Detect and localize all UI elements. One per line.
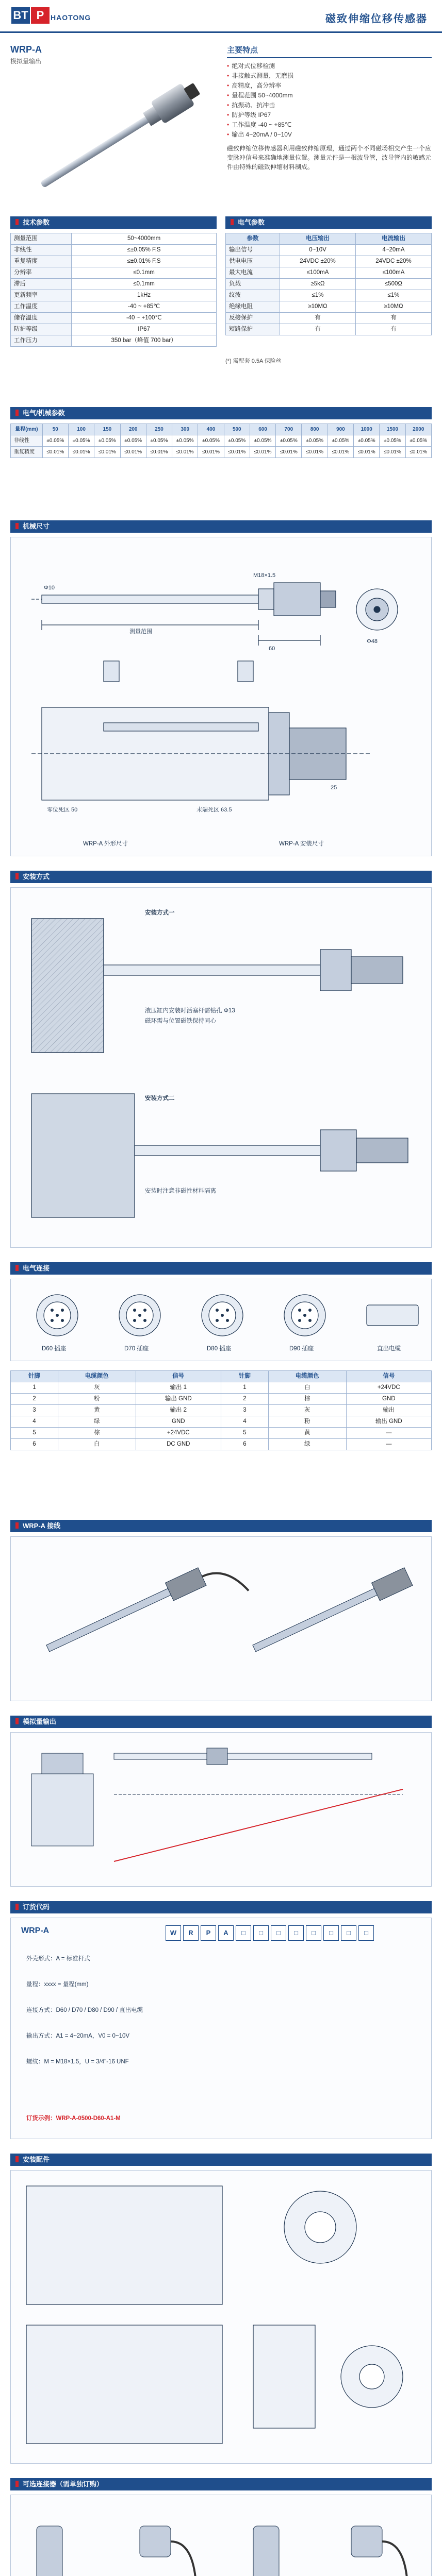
order-code-box: □	[236, 1925, 251, 1941]
table-cell: 灰	[58, 1382, 136, 1394]
table-header: 700	[276, 424, 302, 435]
install-note: 液压缸内安装时活塞杆需钻孔 Φ13	[145, 1008, 235, 1014]
table-cell: 分辨率	[11, 267, 72, 279]
table-cell: ≥10MΩ	[280, 301, 355, 313]
table-cell: ±0.05%	[302, 435, 328, 447]
section-order: 订货代码	[10, 1901, 432, 1913]
feature-item: • 输出 4~20mA / 0~10V	[227, 130, 432, 140]
order-code-box: □	[341, 1925, 356, 1941]
features-block	[227, 44, 432, 172]
table-row	[226, 279, 432, 290]
order-code-box: R	[183, 1925, 199, 1941]
feature-item: • 量程范围 50~4000mm	[227, 91, 432, 100]
connector-label: 直出电缆	[377, 1346, 401, 1352]
table-header: 300	[172, 424, 198, 435]
order-code-box: □	[306, 1925, 321, 1941]
table-cell: 1	[221, 1382, 268, 1394]
feature-item: • 抗振动、抗冲击	[227, 100, 432, 110]
table-cell: +24VDC	[346, 1382, 431, 1394]
table-cell: 最大电流	[226, 267, 280, 279]
table-cell: 50~4000mm	[72, 233, 217, 245]
table-cell: 储存温度	[11, 313, 72, 324]
table-row	[226, 245, 432, 256]
table-cell: ±0.05%	[120, 435, 146, 447]
table-cell: 4	[221, 1416, 268, 1428]
dimension-drawing	[10, 537, 432, 856]
section-install: 安装方式	[10, 871, 432, 883]
table-cell: ≤0.01%	[380, 447, 405, 458]
table-cell: 350 bar（峰值 700 bar）	[72, 335, 217, 347]
table-cell: ≤1%	[280, 290, 355, 301]
table-header: 量程(mm)	[11, 424, 43, 435]
table-row	[11, 447, 432, 458]
table-header: 500	[224, 424, 250, 435]
elec-header: 电流输出	[355, 233, 431, 245]
order-item: 量程：xxxx = 量程(mm)	[26, 1981, 89, 1988]
features-list	[227, 61, 432, 140]
table-cell: ±0.05%	[198, 435, 224, 447]
table-row	[11, 1394, 432, 1405]
table-cell: 棕	[268, 1394, 346, 1405]
logo-brand: HAOTONG	[51, 13, 91, 22]
table-cell: —	[346, 1439, 431, 1450]
table-cell: 1kHz	[72, 290, 217, 301]
table-cell: ≤100mA	[355, 267, 431, 279]
document-title: 磁致伸缩位移传感器	[325, 13, 428, 25]
table-row	[11, 245, 217, 256]
table-cell: ≤500Ω	[355, 279, 431, 290]
table-cell: ±0.05%	[224, 435, 250, 447]
table-cell: 1	[11, 1382, 58, 1394]
table-header: 信号	[346, 1371, 431, 1382]
table-cell: 有	[355, 324, 431, 335]
table-header: 900	[328, 424, 353, 435]
dim-rod: Φ10	[44, 585, 55, 591]
product-description: 磁致伸缩位移传感器利用磁致伸缩原理，通过两个不同磁场相交产生一个应变脉冲信号来准确地测量位置。测量元件是一根波导管，波导管内的敏感元件由特殊的磁致伸缩材料制成。	[227, 145, 432, 171]
table-cell: ≤0.01%	[354, 447, 380, 458]
feature-item: • 工作温度 -40 ~ +85℃	[227, 120, 432, 130]
table-cell: DC GND	[136, 1439, 221, 1450]
analog-panel	[10, 1732, 432, 1887]
table-row	[11, 267, 217, 279]
electrical-table	[225, 233, 432, 335]
table-cell: ±0.05%	[146, 435, 172, 447]
install-svg	[11, 888, 431, 1247]
accessory-drawing	[10, 2170, 432, 2464]
table-header: 电缆颜色	[268, 1371, 346, 1382]
table-cell: 4	[11, 1416, 58, 1428]
table-cell: ≤0.01%	[146, 447, 172, 458]
table-cell: 更新频率	[11, 290, 72, 301]
table-header: 针脚	[221, 1371, 268, 1382]
table-cell: ≤0.01%	[224, 447, 250, 458]
connector-acc-svg	[11, 2495, 431, 2576]
table-cell: ≤0.01%	[68, 447, 94, 458]
table-cell: 有	[280, 313, 355, 324]
table-row	[226, 256, 432, 267]
table-cell: 纹波	[226, 290, 280, 301]
table-cell: 绝缘电阻	[226, 301, 280, 313]
product-subtitle: 模拟量输出	[10, 58, 42, 65]
wrp-a-svg	[11, 1537, 431, 1701]
table-row	[11, 1405, 432, 1416]
table-cell: ±0.05%	[68, 435, 94, 447]
table-header: 针脚	[11, 1371, 58, 1382]
table-cell: +24VDC	[136, 1428, 221, 1439]
table-cell: 非线性	[11, 245, 72, 256]
table-cell: ≤±0.05% F.S	[72, 245, 217, 256]
table-cell: ≤100mA	[280, 267, 355, 279]
table-cell: ≤0.01%	[198, 447, 224, 458]
table-cell: 4~20mA	[355, 245, 431, 256]
table-row	[11, 1382, 432, 1394]
table-header: 100	[68, 424, 94, 435]
install-title-a: 安装方式一	[145, 910, 175, 916]
table-header: 50	[42, 424, 68, 435]
table-cell: 有	[355, 313, 431, 324]
table-cell: 3	[11, 1405, 58, 1416]
company-logo	[11, 6, 91, 26]
table-cell: ±0.05%	[380, 435, 405, 447]
accessory-svg	[11, 2171, 431, 2463]
table-cell: 输出 GND	[136, 1394, 221, 1405]
table-cell: ≤0.01%	[172, 447, 198, 458]
table-cell: GND	[136, 1416, 221, 1428]
section-tech: 技术参数	[10, 216, 217, 229]
order-code-box: W	[166, 1925, 181, 1941]
table-row	[11, 290, 217, 301]
table-row	[226, 313, 432, 324]
dim-thread: M18×1.5	[253, 572, 276, 579]
order-code-box: □	[358, 1925, 374, 1941]
table-cell: ±0.05%	[276, 435, 302, 447]
table-row	[11, 1428, 432, 1439]
order-item: 螺纹：M = M18×1.5，U = 3/4"-16 UNF	[26, 2059, 129, 2065]
table-cell: ≤0.01%	[302, 447, 328, 458]
dim-head: 60	[269, 646, 275, 652]
order-code-box: A	[218, 1925, 234, 1941]
section-electrical: 电气参数	[225, 216, 432, 229]
table-cell: 粉	[268, 1416, 346, 1428]
table-cell: ±0.05%	[405, 435, 431, 447]
dimension-caption-a: WRP-A 外形尺寸	[83, 841, 128, 847]
connector-row	[10, 1279, 432, 1361]
dim-dead: 末端死区 63.5	[197, 807, 232, 813]
section-wrp-a: WRP-A 接线	[10, 1520, 432, 1532]
table-header: 信号	[136, 1371, 221, 1382]
features-title: 主要特点	[227, 44, 432, 58]
table-cell: 输出 2	[136, 1405, 221, 1416]
elec-header: 电压输出	[280, 233, 355, 245]
order-model: WRP-A	[21, 1926, 50, 1935]
table-cell: 6	[221, 1439, 268, 1450]
order-panel	[10, 1918, 432, 2139]
table-header: 1500	[380, 424, 405, 435]
install-note: 磁环需与位置磁铁保持同心	[145, 1018, 216, 1024]
table-cell: 负载	[226, 279, 280, 290]
dim-null: 零位死区 50	[47, 807, 78, 813]
table-cell: ≤1%	[355, 290, 431, 301]
table-row	[11, 256, 217, 267]
table-cell: 3	[221, 1405, 268, 1416]
table-cell: ≤0.1mm	[72, 267, 217, 279]
table-header: 电缆颜色	[58, 1371, 136, 1382]
table-row	[11, 301, 217, 313]
table-cell: ≤0.1mm	[72, 279, 217, 290]
table-cell: 输出 GND	[346, 1416, 431, 1428]
section-dimension: 机械尺寸	[10, 520, 432, 533]
order-code-box: □	[288, 1925, 304, 1941]
table-row	[11, 279, 217, 290]
feature-item: • 高精度，高分辨率	[227, 81, 432, 91]
table-cell: 白	[58, 1439, 136, 1450]
feature-item: • 绝对式位移检测	[227, 61, 432, 71]
table-cell: 输出 1	[136, 1382, 221, 1394]
table-cell: GND	[346, 1394, 431, 1405]
table-row	[11, 313, 217, 324]
connector-accessories	[10, 2495, 432, 2576]
table-row	[226, 290, 432, 301]
elec-header: 参数	[226, 233, 280, 245]
table-cell: —	[346, 1428, 431, 1439]
feature-item: • 非接触式测量，无磨损	[227, 71, 432, 81]
table-header: 1000	[354, 424, 380, 435]
dim-range: 测量范围	[129, 629, 152, 635]
table-cell: ±0.05%	[354, 435, 380, 447]
table-row	[226, 324, 432, 335]
table-cell: 非线性	[11, 435, 43, 447]
table-cell: ≥10MΩ	[355, 301, 431, 313]
table-header: 600	[250, 424, 275, 435]
table-cell: 短路保护	[226, 324, 280, 335]
table-row	[11, 435, 432, 447]
table-cell: 5	[11, 1428, 58, 1439]
section-order-note: 安装配件	[10, 2154, 432, 2166]
table-cell: 滞后	[11, 279, 72, 290]
logo-mark-left: BT	[11, 7, 30, 24]
table-cell: 输出	[346, 1405, 431, 1416]
table-row	[11, 335, 217, 347]
table-cell: ≤0.01%	[405, 447, 431, 458]
table-cell: 2	[11, 1394, 58, 1405]
install-drawing	[10, 887, 432, 1248]
order-code-boxes	[166, 1925, 376, 1941]
table-cell: ±0.05%	[328, 435, 353, 447]
table-cell: 2	[221, 1394, 268, 1405]
product-model: WRP-A	[10, 44, 42, 55]
order-example: 订货示例：WRP-A-0500-D60-A1-M	[26, 2115, 121, 2122]
table-row	[226, 267, 432, 279]
table-cell: 反接保护	[226, 313, 280, 324]
table-row	[11, 233, 217, 245]
table-cell: 白	[268, 1382, 346, 1394]
mech-table	[10, 423, 432, 458]
table-cell: 供电电压	[226, 256, 280, 267]
wrp-a-panel	[10, 1536, 432, 1701]
table-cell: 棕	[58, 1428, 136, 1439]
connector-label: D70 插座	[124, 1346, 149, 1352]
analog-svg	[11, 1733, 431, 1886]
table-cell: 黄	[268, 1428, 346, 1439]
table-cell: 输出信号	[226, 245, 280, 256]
table-header: 200	[120, 424, 146, 435]
table-cell: -40 ~ +85℃	[72, 301, 217, 313]
table-cell: ≤0.01%	[120, 447, 146, 458]
table-cell: 工作温度	[11, 301, 72, 313]
table-cell: ≤0.01%	[250, 447, 275, 458]
table-cell: 有	[280, 324, 355, 335]
product-photo	[19, 72, 215, 206]
tech-table	[10, 233, 217, 347]
table-row	[11, 1416, 432, 1428]
order-item: 输出方式：A1 = 4~20mA，V0 = 0~10V	[26, 2033, 130, 2039]
table-cell: ±0.05%	[42, 435, 68, 447]
feature-item: • 防护等级 IP67	[227, 110, 432, 120]
install-title-b: 安装方式二	[145, 1095, 175, 1101]
section-analog: 模拟量输出	[10, 1716, 432, 1728]
order-code-box: □	[271, 1925, 286, 1941]
dim-25: 25	[331, 785, 337, 791]
table-header: 250	[146, 424, 172, 435]
table-header: 2000	[405, 424, 431, 435]
order-item: 连接方式：D60 / D70 / D80 / D90 / 直出电缆	[26, 2007, 143, 2013]
connector-label: D80 插座	[207, 1346, 232, 1352]
table-cell: ±0.05%	[250, 435, 275, 447]
table-cell: 粉	[58, 1394, 136, 1405]
page-header	[0, 0, 442, 33]
order-item: 外壳形式：A = 标准杆式	[26, 1956, 90, 1962]
table-cell: 24VDC ±20%	[280, 256, 355, 267]
table-cell: 防护等级	[11, 324, 72, 335]
table-cell: 绿	[58, 1416, 136, 1428]
table-header: 800	[302, 424, 328, 435]
connector-label: D60 插座	[42, 1346, 67, 1352]
table-header: 150	[94, 424, 120, 435]
order-code-box: □	[253, 1925, 269, 1941]
table-cell: ≤0.01%	[328, 447, 353, 458]
table-row	[226, 301, 432, 313]
table-cell: ≥5kΩ	[280, 279, 355, 290]
order-code-box: □	[323, 1925, 339, 1941]
table-cell: 黄	[58, 1405, 136, 1416]
table-cell: ≤0.01%	[276, 447, 302, 458]
section-accessory: 可选连接器（需单独订购）	[10, 2478, 432, 2490]
section-wiring: 电气连接	[10, 1262, 432, 1275]
table-cell: 重复精度	[11, 447, 43, 458]
dimension-caption-b: WRP-A 安装尺寸	[279, 841, 324, 847]
table-cell: 测量范围	[11, 233, 72, 245]
table-row	[11, 1439, 432, 1450]
table-cell: 6	[11, 1439, 58, 1450]
table-cell: IP67	[72, 324, 217, 335]
table-cell: 灰	[268, 1405, 346, 1416]
table-cell: ±0.05%	[94, 435, 120, 447]
table-row	[11, 324, 217, 335]
table-cell: -40 ~ +100℃	[72, 313, 217, 324]
table-cell: 5	[221, 1428, 268, 1439]
table-cell: 24VDC ±20%	[355, 256, 431, 267]
install-note: 安装时注意非磁性材料隔离	[145, 1188, 216, 1194]
table-cell: 0~10V	[280, 245, 355, 256]
table-cell: ≤±0.01% F.S	[72, 256, 217, 267]
wiring-table	[10, 1370, 432, 1450]
order-code-box: P	[201, 1925, 216, 1941]
elec-note: (*) 需配套 0.5A 保险丝	[225, 358, 282, 364]
table-cell: 绿	[268, 1439, 346, 1450]
section-accuracy: 电气/机械参数	[10, 407, 432, 419]
logo-mark-right: P	[31, 7, 50, 24]
table-cell: ±0.05%	[172, 435, 198, 447]
table-cell: ≤0.01%	[94, 447, 120, 458]
table-cell: 工作压力	[11, 335, 72, 347]
connector-label: D90 插座	[289, 1346, 314, 1352]
table-cell: 重复精度	[11, 256, 72, 267]
table-header: 400	[198, 424, 224, 435]
dim-flange: Φ48	[367, 638, 378, 645]
table-cell: ≤0.01%	[42, 447, 68, 458]
